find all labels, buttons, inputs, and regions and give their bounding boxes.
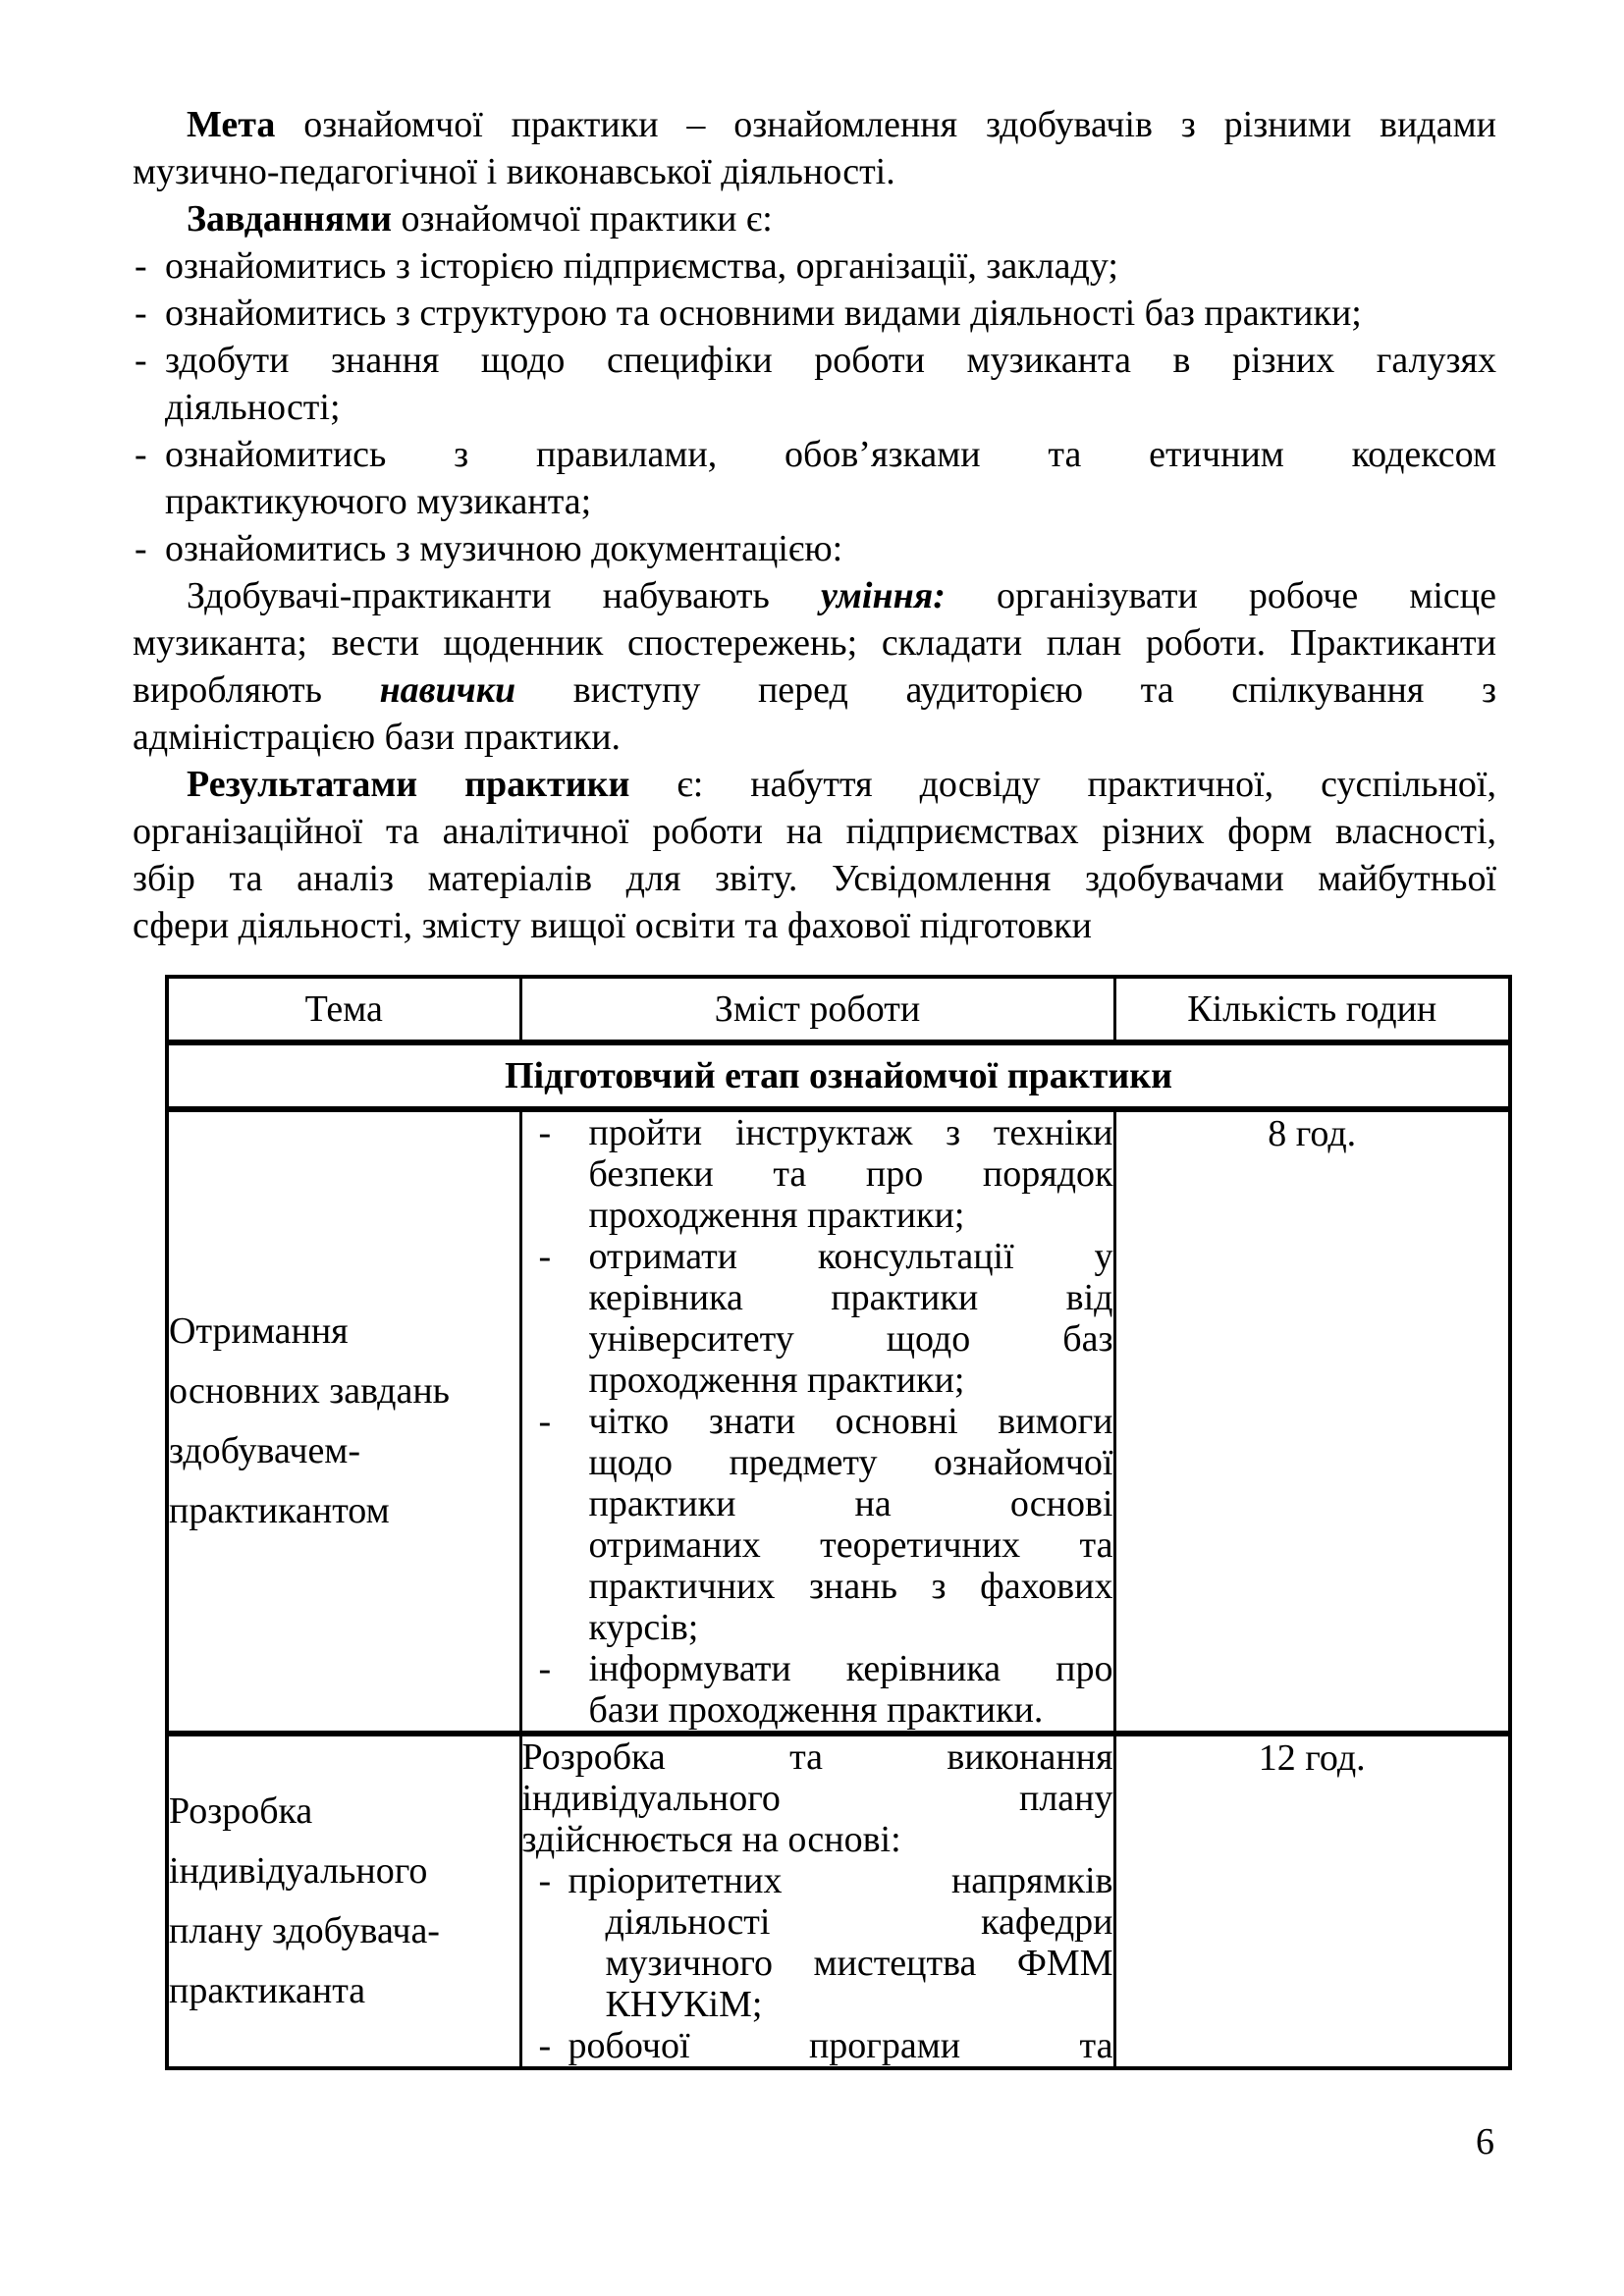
list-item	[133, 337, 1496, 384]
meta-text-run: ознайомчої практики – ознайомлення здобувачів з різними видами	[275, 104, 1496, 145]
list-dash: -	[538, 1401, 552, 1442]
skills-bolditalic-run: уміння:	[820, 575, 946, 616]
theme-cell	[167, 1109, 520, 1734]
work-line: проходження практики;	[588, 1360, 965, 1401]
work-line: Розробка та виконання	[521, 1736, 1113, 1778]
list-item-text: ознайомитись з правилами, обов’язками та етичним кодексом	[165, 434, 1496, 475]
hours-cell	[1114, 1734, 1510, 2068]
list-item-continuation: діяльності;	[165, 387, 341, 428]
table-header-row	[167, 977, 1510, 1042]
column-header-theme: Тема	[167, 977, 520, 1042]
list-item	[133, 431, 1496, 478]
skills-text-run: Здобувачі-практиканти набувають	[187, 575, 821, 616]
work-line: безпеки та про порядок	[588, 1153, 1113, 1195]
work-line: щодо предмету ознайомчої	[588, 1442, 1113, 1483]
list-item	[133, 242, 1496, 290]
theme-line: Отримання	[169, 1310, 349, 1352]
list-item-text: ознайомитись з музичною документацією:	[165, 528, 843, 569]
list-item	[133, 525, 1496, 572]
list-dash: -	[538, 1648, 552, 1689]
list-dash: -	[135, 434, 147, 475]
theme-line: індивідуального	[169, 1850, 428, 1892]
paragraph-skills-line	[133, 667, 1496, 714]
work-line: КНУКіМ;	[605, 1984, 763, 2025]
skills-bolditalic-run: навички	[379, 669, 516, 711]
page-number: 6	[1476, 2121, 1494, 2163]
work-line: курсів;	[588, 1607, 699, 1648]
work-line: здійснюється на основі:	[521, 1819, 901, 1860]
list-item-text: здобути знання щодо специфіки роботи музиканта в різних галузях	[165, 340, 1496, 381]
list-dash: -	[538, 1860, 552, 1901]
results-text-run: є: набуття досвіду практичної, суспільної,	[629, 764, 1496, 805]
section-title: Підготовчий етап ознайомчої практики	[167, 1042, 1510, 1109]
list-dash: -	[135, 245, 147, 287]
work-list-item	[522, 1860, 1113, 2025]
list-dash: -	[538, 2025, 552, 2066]
list-dash: -	[538, 1236, 552, 1277]
list-item-continuation: практикуючого музиканта;	[165, 481, 592, 522]
paragraph-meta-line: музично-педагогічної і виконавської діяльності.	[133, 151, 895, 192]
work-list-item	[522, 1236, 1113, 1401]
work-line: керівника практики від	[588, 1277, 1113, 1318]
hours-value: 12 год.	[1258, 1737, 1366, 1779]
work-line: бази проходження практики.	[588, 1689, 1044, 1731]
list-item	[133, 290, 1496, 337]
list-dash: -	[135, 528, 147, 569]
work-line: інформувати керівника про	[588, 1648, 1113, 1689]
hours-value: 8 год.	[1268, 1113, 1357, 1154]
work-line: практики на основі	[588, 1483, 1113, 1524]
hours-cell	[1114, 1109, 1510, 1734]
skills-text-run: організувати робоче місце	[945, 575, 1497, 616]
paragraph-tasks-line	[133, 195, 1496, 242]
work-line: індивідуального плану	[521, 1778, 1113, 1819]
skills-text-run: виступу перед аудиторією та спілкування з	[515, 669, 1496, 711]
skills-text-run: виробляють	[133, 669, 380, 711]
work-line: чітко знати основні вимоги	[588, 1401, 1113, 1442]
paragraph-results-line	[133, 761, 1496, 808]
work-list-item	[522, 1648, 1113, 1731]
work-line: проходження практики;	[588, 1195, 965, 1236]
work-line: пройти інструктаж з техніки	[588, 1112, 1113, 1153]
paragraph-meta-line	[133, 101, 1496, 148]
paragraph-skills-line: адміністрацією бази практики.	[133, 717, 622, 758]
tasks-text-run: ознайомчої практики є:	[391, 198, 773, 240]
list-item-text: ознайомитись з структурою та основними видами діяльності баз практики;	[165, 293, 1362, 334]
tasks-bold-run: Завданнями	[187, 198, 392, 240]
theme-line: Розробка	[169, 1790, 313, 1832]
paragraph-skills-line	[133, 572, 1496, 619]
work-line: діяльності кафедри	[605, 1901, 1113, 1943]
work-cell	[520, 1734, 1114, 2068]
practice-plan-table	[165, 975, 1512, 2070]
theme-line: практиканта	[169, 1970, 366, 2011]
meta-bold-run: Мета	[187, 104, 276, 145]
work-line: робочої програми та	[568, 2025, 1113, 2066]
column-header-hours: Кількість годин	[1114, 977, 1510, 1042]
paragraph-results-line: організаційної та аналітичної роботи на підприємствах різних форм власності,	[133, 811, 1496, 852]
list-dash: -	[135, 340, 147, 381]
work-line: отриманих теоретичних та	[588, 1524, 1113, 1566]
work-list-item	[522, 2025, 1113, 2066]
work-cell	[520, 1109, 1114, 1734]
work-list-item	[522, 1401, 1113, 1648]
table-row	[167, 1109, 1510, 1734]
theme-line: практикантом	[169, 1490, 390, 1531]
theme-line: плану здобувача-	[169, 1910, 440, 1951]
table-section-row	[167, 1042, 1510, 1109]
theme-line: здобувачем-	[169, 1430, 361, 1471]
paragraph-skills-line: музиканта; вести щоденник спостережень; складати план роботи. Практиканти	[133, 622, 1496, 664]
paragraph-results-line: збір та аналіз матеріалів для звіту. Усвідомлення здобувачами майбутньої	[133, 858, 1496, 899]
theme-cell	[167, 1734, 520, 2068]
table-row	[167, 1734, 1510, 2068]
work-line: практичних знань з фахових	[588, 1566, 1113, 1607]
work-list-item	[522, 1112, 1113, 1236]
work-line: музичного мистецтва ФММ	[605, 1943, 1113, 1984]
theme-line: основних завдань	[169, 1370, 451, 1412]
work-line: пріоритетних напрямків	[568, 1860, 1113, 1901]
page-body	[133, 101, 1496, 2070]
list-item-text: ознайомитись з історією підприємства, організації, закладу;	[165, 245, 1118, 287]
results-bold-run: Результатами практики	[187, 764, 630, 805]
list-dash: -	[135, 293, 147, 334]
column-header-work: Зміст роботи	[520, 977, 1114, 1042]
list-dash: -	[538, 1112, 552, 1153]
work-line: отримати консультації у	[588, 1236, 1113, 1277]
paragraph-results-line: сфери діяльності, змісту вищої освіти та фахової підготовки	[133, 905, 1092, 946]
work-line: університету щодо баз	[588, 1318, 1113, 1360]
